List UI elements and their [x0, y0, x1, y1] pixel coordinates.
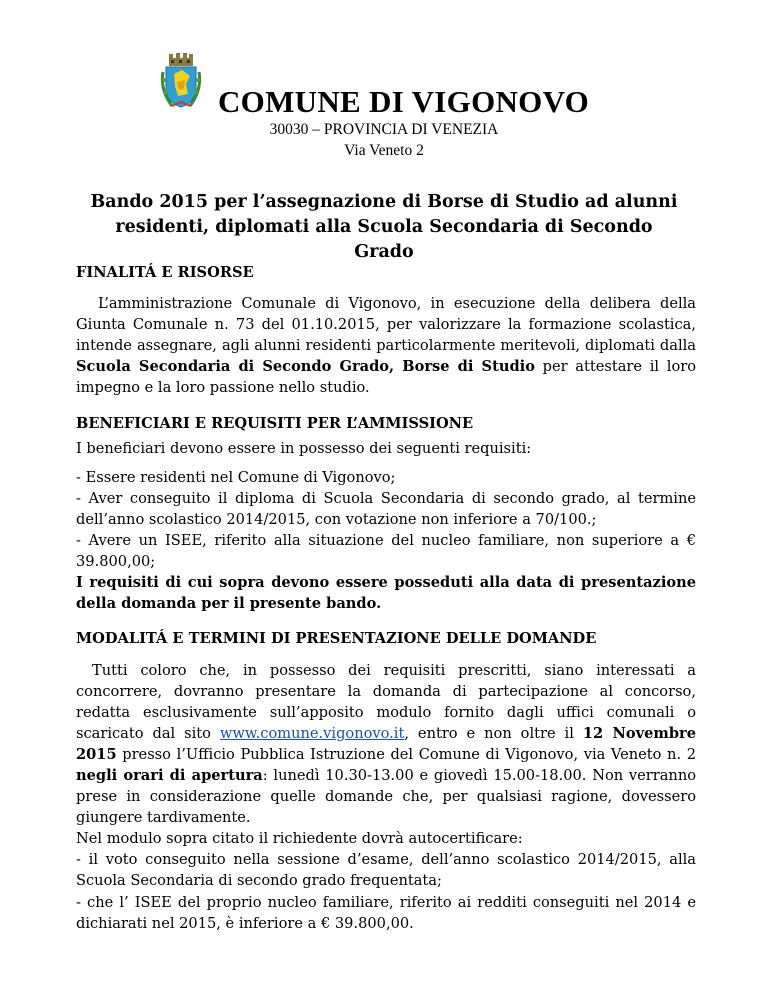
bando-title: Bando 2015 per l’assegnazione di Borse di Studio ad alunni residenti, diplomati alla Scuola Secondaria di Secondo Grado	[90, 192, 678, 262]
submission-paragraph: Tutti coloro che, in possesso dei requisiti prescritti, siano interessati a concorrere, dovranno presentare la domanda di partecipazione al concorso, redatta esclusivamente sull’apposito modulo fornito dagli uffici comunali o scaricato dal sito www.comune.vigonovo.it, entro e non oltre il 12 Novembre 2015 presso l’Ufficio Pubblica Istruzione del Comune di Vigonovo, via Veneto n. 2 negli orari di apertura: lunedì 10.30-13.00 e giovedì 15.00-18.00. Non verranno prese in considerazione quelle domande che, per qualsiasi ragione, dovessero giungere tardivamente.	[76, 661, 697, 827]
self-certification-intro: Nel modulo sopra citato il richiedente dovrà autocertificare:	[76, 830, 523, 848]
self-certification-item: - che l’ ISEE del proprio nucleo familiare, riferito ai redditi conseguiti nel 2014 e dichiarati nel 2015, è inferiore a € 39.800,00.	[76, 893, 696, 932]
section-heading-modalita: MODALITÁ E TERMINI DI PRESENTAZIONE DELLE DOMANDE	[76, 630, 597, 648]
deadline: 12 Novembre 2015	[76, 724, 697, 763]
section-heading-beneficiari: BENEFICIARI E REQUISITI PER L’AMMISSIONE	[76, 414, 474, 432]
address-line-1: 30030 – PROVINCIA DI VENEZIA	[269, 121, 499, 138]
requirements-intro: I beneficiari devono essere in possesso dei seguenti requisiti:	[76, 439, 532, 457]
requirement-item: - Avere un ISEE, riferito alla situazione del nucleo familiare, non superiore a € 39.800,00;	[76, 532, 696, 571]
document-body	[76, 262, 696, 934]
requirements-note: I requisiti di cui sopra devono essere posseduti alla data di presentazione della domanda per il presente bando.	[76, 574, 696, 613]
address-line-2: Via Veneto 2	[344, 142, 424, 159]
requirement-item: - Essere residenti nel Comune di Vigonovo;	[76, 468, 396, 486]
section1-paragraph: L’amministrazione Comunale di Vigonovo, in esecuzione della delibera della Giunta Comunale n. 73 del 01.10.2015, per valorizzare la formazione scolastica, intende assegnare, agli alunni residenti particolarmente meritevoli, diplomati dalla Scuola Secondaria di Secondo Grado, Borse di Studio per attestare il loro impegno e la loro passione nello studio.	[76, 295, 696, 397]
opening-hours-label: negli orari di apertura	[76, 766, 263, 784]
website-link[interactable]: www.comune.vigonovo.it	[219, 724, 405, 742]
section-heading-finalita: FINALITÁ E RISORSE	[76, 264, 254, 281]
page-title: COMUNE DI VIGONOVO	[218, 84, 590, 119]
self-certification-item: - il voto conseguito nella sessione d’esame, dell’anno scolastico 2014/2015, alla Scuola Secondaria di secondo grado frequentata;	[76, 851, 696, 890]
requirement-item: - Aver conseguito il diploma di Scuola Secondaria di secondo grado, al termine dell’anno scolastico 2014/2015, con votazione non inferiore a 70/100.;	[76, 489, 696, 528]
municipal-crest-logo	[160, 52, 202, 110]
